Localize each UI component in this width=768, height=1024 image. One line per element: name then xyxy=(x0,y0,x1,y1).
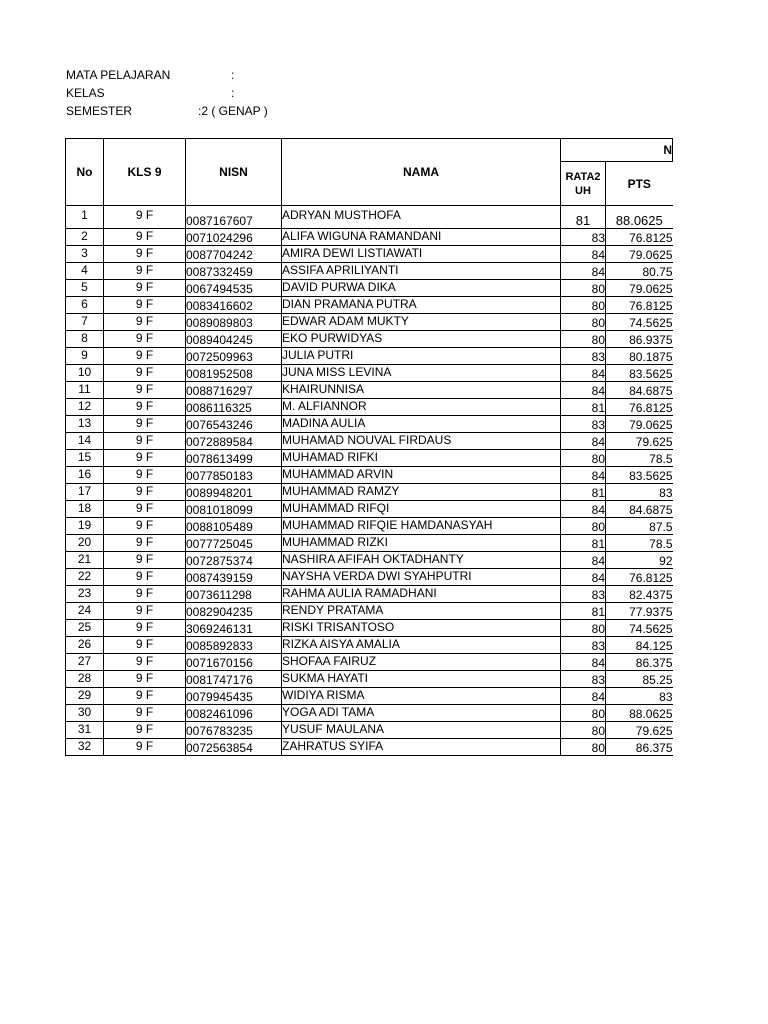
mata-pelajaran-value: : xyxy=(231,68,235,82)
cell-kls: 9 F xyxy=(104,586,186,603)
cell-rata-uh: 84 xyxy=(561,501,606,518)
cell-nama: ZAHRATUS SYIFA xyxy=(282,739,561,756)
cell-rata-uh: 83 xyxy=(561,637,606,654)
cell-pts: 79.0625 xyxy=(606,246,673,263)
cell-kls: 9 F xyxy=(104,518,186,535)
cell-pts: 84.6875 xyxy=(606,501,673,518)
cell-nisn: 0089404245 xyxy=(186,331,282,348)
cell-no: 18 xyxy=(66,501,104,518)
cell-rata-uh: 83 xyxy=(561,229,606,246)
cell-no: 27 xyxy=(66,654,104,671)
table-row xyxy=(66,518,673,535)
table-row xyxy=(66,603,673,620)
cell-rata-uh: 84 xyxy=(561,688,606,705)
cell-kls: 9 F xyxy=(104,501,186,518)
cell-kls: 9 F xyxy=(104,739,186,756)
cell-pts: 76.8125 xyxy=(606,399,673,416)
cell-kls: 9 F xyxy=(104,297,186,314)
cell-nama: MUHAMAD RIFKI xyxy=(282,450,561,467)
table-row xyxy=(66,586,673,603)
cell-nisn: 0072509963 xyxy=(186,348,282,365)
cell-nama: NASHIRA AFIFAH OKTADHANTY xyxy=(282,552,561,569)
cell-pts: 74.5625 xyxy=(606,314,673,331)
table-row xyxy=(66,450,673,467)
table-row xyxy=(66,314,673,331)
table-row xyxy=(66,206,673,229)
cell-pts: 84.125 xyxy=(606,637,673,654)
cell-no: 29 xyxy=(66,688,104,705)
cell-kls: 9 F xyxy=(104,552,186,569)
cell-kls: 9 F xyxy=(104,467,186,484)
cell-nisn: 0076783235 xyxy=(186,722,282,739)
cell-pts: 84.6875 xyxy=(606,382,673,399)
cell-nisn: 0087704242 xyxy=(186,246,282,263)
cell-nama: M. ALFIANNOR xyxy=(282,399,561,416)
cell-no: 17 xyxy=(66,484,104,501)
cell-rata-uh: 80 xyxy=(561,331,606,348)
cell-rata-uh: 80 xyxy=(561,314,606,331)
semester-label: SEMESTER xyxy=(66,104,133,118)
cell-nisn: 0071024296 xyxy=(186,229,282,246)
cell-nama: RISKI TRISANTOSO xyxy=(282,620,561,637)
cell-nama: EDWAR ADAM MUKTY xyxy=(282,314,561,331)
cell-kls: 9 F xyxy=(104,654,186,671)
cell-kls: 9 F xyxy=(104,705,186,722)
cell-rata-uh: 83 xyxy=(561,416,606,433)
cell-rata-uh: 84 xyxy=(561,246,606,263)
cell-nama: RAHMA AULIA RAMADHANI xyxy=(282,586,561,603)
table-row xyxy=(66,263,673,280)
cell-nama: MUHAMAD NOUVAL FIRDAUS xyxy=(282,433,561,450)
cell-pts: 83 xyxy=(606,688,673,705)
mata-pelajaran-label: MATA PELAJARAN xyxy=(66,68,171,82)
cell-rata-uh: 80 xyxy=(561,280,606,297)
cell-kls: 9 F xyxy=(104,382,186,399)
cell-nisn: 0085892833 xyxy=(186,637,282,654)
cell-nisn: 0077725045 xyxy=(186,535,282,552)
cell-rata-uh: 83 xyxy=(561,348,606,365)
cell-nisn: 0082461096 xyxy=(186,705,282,722)
table-row xyxy=(66,331,673,348)
cell-no: 20 xyxy=(66,535,104,552)
cell-no: 1 xyxy=(66,206,104,229)
cell-rata-uh: 84 xyxy=(561,467,606,484)
cell-nisn: 0088105489 xyxy=(186,518,282,535)
table-row xyxy=(66,484,673,501)
semester-value: :2 ( GENAP ) xyxy=(198,104,268,118)
cell-no: 4 xyxy=(66,263,104,280)
table-row xyxy=(66,297,673,314)
header-nilai-group: N xyxy=(561,139,673,162)
header-no: No xyxy=(66,139,104,206)
cell-kls: 9 F xyxy=(104,722,186,739)
cell-rata-uh: 80 xyxy=(561,450,606,467)
cell-kls: 9 F xyxy=(104,637,186,654)
cell-nama: AMIRA DEWI LISTIAWATI xyxy=(282,246,561,263)
cell-nisn: 0081952508 xyxy=(186,365,282,382)
cell-nisn: 0072875374 xyxy=(186,552,282,569)
cell-pts: 80.1875 xyxy=(606,348,673,365)
cell-no: 6 xyxy=(66,297,104,314)
cell-rata-uh: 81 xyxy=(561,206,606,229)
cell-nisn: 0071670156 xyxy=(186,654,282,671)
cell-pts: 77.9375 xyxy=(606,603,673,620)
cell-rata-uh: 84 xyxy=(561,569,606,586)
cell-kls: 9 F xyxy=(104,620,186,637)
table-row xyxy=(66,399,673,416)
cell-nama: MUHAMMAD ARVIN xyxy=(282,467,561,484)
table-row xyxy=(66,671,673,688)
table-row xyxy=(66,637,673,654)
cell-no: 16 xyxy=(66,467,104,484)
cell-rata-uh: 80 xyxy=(561,739,606,756)
cell-nisn: 0083416602 xyxy=(186,297,282,314)
cell-nama: RIZKA AISYA AMALIA xyxy=(282,637,561,654)
cell-no: 28 xyxy=(66,671,104,688)
cell-nama: YOGA ADI TAMA xyxy=(282,705,561,722)
table-row xyxy=(66,280,673,297)
cell-nama: KHAIRUNNISA xyxy=(282,382,561,399)
cell-pts: 78.5 xyxy=(606,535,673,552)
cell-no: 31 xyxy=(66,722,104,739)
cell-nisn: 0086116325 xyxy=(186,399,282,416)
cell-no: 9 xyxy=(66,348,104,365)
cell-no: 21 xyxy=(66,552,104,569)
cell-pts: 79.0625 xyxy=(606,280,673,297)
cell-pts: 86.375 xyxy=(606,654,673,671)
cell-nama: SUKMA HAYATI xyxy=(282,671,561,688)
cell-kls: 9 F xyxy=(104,348,186,365)
cell-kls: 9 F xyxy=(104,263,186,280)
cell-pts: 83 xyxy=(606,484,673,501)
table-row xyxy=(66,382,673,399)
cell-pts: 76.8125 xyxy=(606,297,673,314)
cell-pts: 76.8125 xyxy=(606,229,673,246)
cell-nama: DAVID PURWA DIKA xyxy=(282,280,561,297)
table-row xyxy=(66,467,673,484)
cell-kls: 9 F xyxy=(104,399,186,416)
cell-kls: 9 F xyxy=(104,416,186,433)
cell-nama: ASSIFA APRILIYANTI xyxy=(282,263,561,280)
cell-nisn: 0073611298 xyxy=(186,586,282,603)
cell-rata-uh: 84 xyxy=(561,433,606,450)
cell-nisn: 0089089803 xyxy=(186,314,282,331)
table-row xyxy=(66,246,673,263)
kelas-label: KELAS xyxy=(66,86,105,100)
cell-no: 11 xyxy=(66,382,104,399)
cell-nama: MUHAMMAD RIZKI xyxy=(282,535,561,552)
table-row xyxy=(66,705,673,722)
cell-nama: SHOFAA FAIRUZ xyxy=(282,654,561,671)
cell-nama: YUSUF MAULANA xyxy=(282,722,561,739)
cell-no: 19 xyxy=(66,518,104,535)
cell-no: 7 xyxy=(66,314,104,331)
cell-pts: 88.0625 xyxy=(606,206,673,229)
cell-nisn: 0087167607 xyxy=(186,206,282,229)
cell-pts: 79.625 xyxy=(606,433,673,450)
cell-rata-uh: 80 xyxy=(561,722,606,739)
table-row xyxy=(66,654,673,671)
cell-rata-uh: 84 xyxy=(561,552,606,569)
table-row xyxy=(66,688,673,705)
header-nama: NAMA xyxy=(282,139,561,206)
table-row xyxy=(66,229,673,246)
cell-no: 12 xyxy=(66,399,104,416)
table-row xyxy=(66,722,673,739)
cell-kls: 9 F xyxy=(104,229,186,246)
header-kls: KLS 9 xyxy=(104,139,186,206)
cell-nisn: 0081747176 xyxy=(186,671,282,688)
cell-rata-uh: 81 xyxy=(561,399,606,416)
cell-rata-uh: 81 xyxy=(561,535,606,552)
table-row xyxy=(66,365,673,382)
table-row xyxy=(66,552,673,569)
cell-pts: 74.5625 xyxy=(606,620,673,637)
cell-nisn: 0072563854 xyxy=(186,739,282,756)
cell-no: 5 xyxy=(66,280,104,297)
cell-pts: 78.5 xyxy=(606,450,673,467)
cell-rata-uh: 80 xyxy=(561,518,606,535)
cell-kls: 9 F xyxy=(104,206,186,229)
cell-kls: 9 F xyxy=(104,688,186,705)
table-row xyxy=(66,433,673,450)
cell-pts: 82.4375 xyxy=(606,586,673,603)
cell-nisn: 0077850183 xyxy=(186,467,282,484)
cell-pts: 79.625 xyxy=(606,722,673,739)
cell-kls: 9 F xyxy=(104,246,186,263)
cell-no: 14 xyxy=(66,433,104,450)
cell-no: 23 xyxy=(66,586,104,603)
cell-rata-uh: 83 xyxy=(561,671,606,688)
cell-kls: 9 F xyxy=(104,280,186,297)
cell-pts: 83.5625 xyxy=(606,467,673,484)
kelas-value: : xyxy=(231,86,235,100)
cell-nama: DIAN PRAMANA PUTRA xyxy=(282,297,561,314)
cell-rata-uh: 81 xyxy=(561,603,606,620)
cell-nama: MUHAMMAD RAMZY xyxy=(282,484,561,501)
cell-rata-uh: 80 xyxy=(561,297,606,314)
cell-pts: 79.0625 xyxy=(606,416,673,433)
cell-kls: 9 F xyxy=(104,535,186,552)
cell-nisn: 0079945435 xyxy=(186,688,282,705)
cell-nama: EKO PURWIDYAS xyxy=(282,331,561,348)
cell-pts: 88.0625 xyxy=(606,705,673,722)
table-row xyxy=(66,416,673,433)
cell-pts: 86.375 xyxy=(606,739,673,756)
cell-pts: 80.75 xyxy=(606,263,673,280)
cell-nisn: 0088716297 xyxy=(186,382,282,399)
cell-pts: 83.5625 xyxy=(606,365,673,382)
cell-nama: MUHAMMAD RIFQI xyxy=(282,501,561,518)
cell-nama: ADRYAN MUSTHOFA xyxy=(282,206,561,229)
cell-nisn: 0087332459 xyxy=(186,263,282,280)
cell-pts: 85.25 xyxy=(606,671,673,688)
cell-nisn: 0067494535 xyxy=(186,280,282,297)
cell-no: 30 xyxy=(66,705,104,722)
cell-nama: NAYSHA VERDA DWI SYAHPUTRI xyxy=(282,569,561,586)
cell-no: 25 xyxy=(66,620,104,637)
table-row xyxy=(66,569,673,586)
cell-kls: 9 F xyxy=(104,433,186,450)
cell-pts: 86.9375 xyxy=(606,331,673,348)
cell-no: 2 xyxy=(66,229,104,246)
cell-kls: 9 F xyxy=(104,569,186,586)
cell-no: 26 xyxy=(66,637,104,654)
table-row xyxy=(66,620,673,637)
cell-kls: 9 F xyxy=(104,603,186,620)
cell-no: 24 xyxy=(66,603,104,620)
cell-nama: WIDIYA RISMA xyxy=(282,688,561,705)
cell-nisn: 0076543246 xyxy=(186,416,282,433)
cell-rata-uh: 84 xyxy=(561,263,606,280)
cell-no: 10 xyxy=(66,365,104,382)
cell-nisn: 3069246131 xyxy=(186,620,282,637)
cell-rata-uh: 84 xyxy=(561,382,606,399)
cell-kls: 9 F xyxy=(104,484,186,501)
cell-rata-uh: 81 xyxy=(561,484,606,501)
cell-pts: 76.8125 xyxy=(606,569,673,586)
cell-rata-uh: 80 xyxy=(561,705,606,722)
cell-nama: JULIA PUTRI xyxy=(282,348,561,365)
student-grade-table xyxy=(65,138,673,756)
cell-nisn: 0087439159 xyxy=(186,569,282,586)
cell-nama: MADINA AULIA xyxy=(282,416,561,433)
cell-kls: 9 F xyxy=(104,314,186,331)
cell-rata-uh: 80 xyxy=(561,620,606,637)
cell-pts: 92 xyxy=(606,552,673,569)
cell-rata-uh: 84 xyxy=(561,654,606,671)
cell-kls: 9 F xyxy=(104,331,186,348)
cell-nisn: 0081018099 xyxy=(186,501,282,518)
cell-pts: 87.5 xyxy=(606,518,673,535)
header-pts: PTS xyxy=(606,162,673,206)
cell-nisn: 0082904235 xyxy=(186,603,282,620)
cell-kls: 9 F xyxy=(104,365,186,382)
cell-no: 15 xyxy=(66,450,104,467)
cell-nama: MUHAMMAD RIFQIE HAMDANASYAH xyxy=(282,518,561,535)
header-rata-uh: RATA2 UH xyxy=(561,162,606,206)
cell-nisn: 0072889584 xyxy=(186,433,282,450)
cell-nama: ALIFA WIGUNA RAMANDANI xyxy=(282,229,561,246)
table-row xyxy=(66,348,673,365)
cell-rata-uh: 84 xyxy=(561,365,606,382)
cell-nisn: 0089948201 xyxy=(186,484,282,501)
table-row xyxy=(66,535,673,552)
cell-no: 32 xyxy=(66,739,104,756)
cell-nisn: 0078613499 xyxy=(186,450,282,467)
cell-no: 13 xyxy=(66,416,104,433)
cell-rata-uh: 83 xyxy=(561,586,606,603)
header-nisn: NISN xyxy=(186,139,282,206)
cell-no: 8 xyxy=(66,331,104,348)
cell-no: 3 xyxy=(66,246,104,263)
cell-no: 22 xyxy=(66,569,104,586)
table-row xyxy=(66,739,673,756)
cell-kls: 9 F xyxy=(104,450,186,467)
cell-nama: RENDY PRATAMA xyxy=(282,603,561,620)
table-body xyxy=(66,206,673,756)
table-row xyxy=(66,501,673,518)
cell-kls: 9 F xyxy=(104,671,186,688)
cell-nama: JUNA MISS LEVINA xyxy=(282,365,561,382)
